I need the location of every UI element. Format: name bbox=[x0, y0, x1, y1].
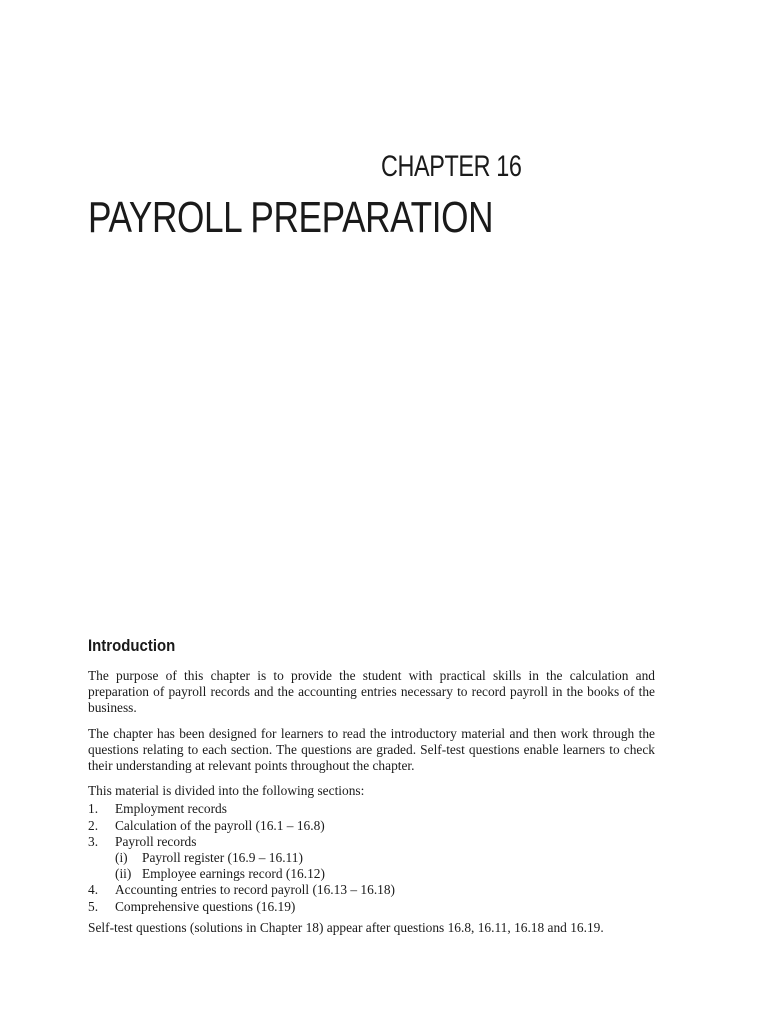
list-item bbox=[88, 801, 655, 817]
sub-list-item-number: (ii) bbox=[115, 866, 132, 882]
list-item bbox=[88, 834, 655, 883]
list-item-text: Comprehensive questions (16.19) bbox=[115, 898, 296, 914]
list-item bbox=[88, 899, 655, 915]
list-item bbox=[88, 882, 655, 898]
list-item-number: 4. bbox=[88, 882, 99, 898]
list-item-number: 2. bbox=[88, 817, 99, 833]
sub-list-item-text: Payroll register (16.9 – 16.11) bbox=[142, 850, 303, 866]
list-item-number: 3. bbox=[88, 833, 99, 849]
sub-list-item-text: Employee earnings record (16.12) bbox=[142, 866, 325, 882]
list-item-text: Calculation of the payroll (16.1 – 16.8) bbox=[115, 817, 325, 833]
introduction-body bbox=[88, 668, 655, 945]
closing-paragraph: Self-test questions (solutions in Chapter 18) appear after questions 16.8, 16.11, 16.18 and 16.19. bbox=[88, 919, 604, 935]
sections-list bbox=[88, 801, 655, 914]
list-item bbox=[88, 818, 655, 834]
sub-list bbox=[115, 850, 655, 882]
list-item-text: Payroll records bbox=[115, 833, 197, 849]
introduction-heading: Introduction bbox=[88, 636, 176, 655]
list-item-text: Employment records bbox=[115, 801, 227, 817]
sub-list-item-number: (i) bbox=[115, 850, 128, 866]
list-item-number: 5. bbox=[88, 898, 99, 914]
intro-paragraph-1: The purpose of this chapter is to provide the student with practical skills in the calculation and preparation of payroll records and the accounting entries necessary to record payroll in the books of the business. bbox=[88, 668, 655, 716]
list-item-text: Accounting entries to record payroll (16.13 – 16.18) bbox=[115, 882, 396, 898]
chapter-title: PAYROLL PREPARATION bbox=[88, 193, 494, 242]
list-item-number: 1. bbox=[88, 801, 99, 817]
sub-list-item bbox=[115, 866, 655, 882]
chapter-label: CHAPTER 16 bbox=[381, 150, 522, 183]
intro-paragraph-2: The chapter has been designed for learners to read the introductory material and then work through the questions relating to each section. The questions are graded. Self-test questions enable learners to check their understanding at relevant points throughout the chapter. bbox=[88, 725, 655, 774]
sections-lead-in: This material is divided into the following sections: bbox=[88, 783, 365, 799]
sub-list-item bbox=[115, 850, 655, 866]
